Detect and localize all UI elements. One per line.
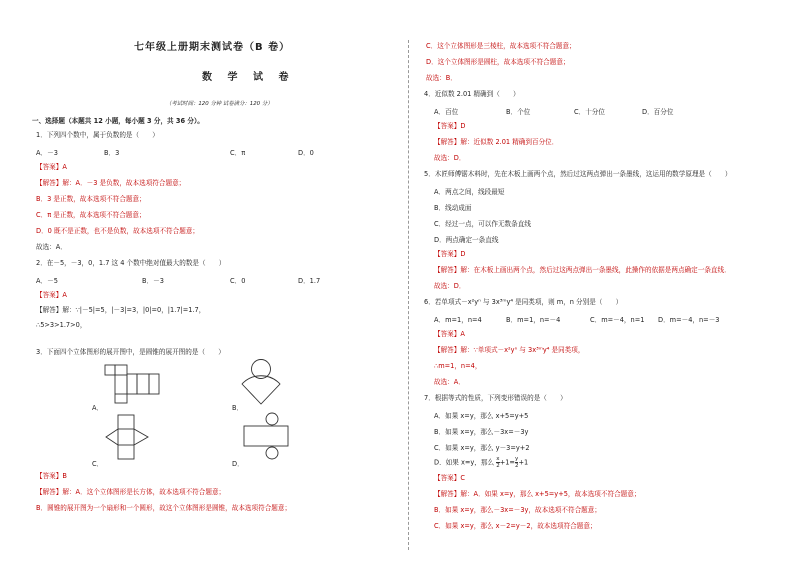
q1-analysis-line: B．3 是正数，故本选项不符合题意； <box>36 195 146 203</box>
q3-stem: 3．下面四个立体图形的展开图中，是圆锥的展开图的是（ ） <box>36 348 225 356</box>
column-divider <box>408 40 409 550</box>
q5-answer: 【答案】D <box>434 250 466 258</box>
q2-option-d: D．1.7 <box>298 277 321 285</box>
q7-answer: 【答案】C <box>434 474 465 482</box>
q3-conclusion: 故选：B． <box>426 74 457 82</box>
q4-option-d: D．百分位 <box>642 108 674 116</box>
q7-frac-right: $\frac{y}{2}$ <box>514 456 519 469</box>
q1-analysis-line: 【解答】解：A．－3 是负数，故本选项符合题意； <box>36 179 186 187</box>
q3-figure-d-cylinder-net <box>242 412 292 462</box>
q2-option-a: A．－5 <box>36 277 58 285</box>
q4-option-c: C．十分位 <box>574 108 605 116</box>
q2-option-b: B．－3 <box>142 277 164 285</box>
q7-stem: 7．根据等式的性质，下列变形错误的是（ ） <box>424 394 567 402</box>
q2-analysis-line: ∴5>3>1.7>0， <box>36 321 87 329</box>
q5-stem: 5．木匠师傅锯木料时，先在木板上画两个点，然后过这两点弹出一条墨线，这运用的数学原理是（ ） <box>424 170 732 178</box>
q1-stem: 1．下列四个数中，属于负数的是（ ） <box>36 131 159 139</box>
q1-option-a: A．－3 <box>36 149 58 157</box>
q5-option-c: C．经过一点，可以作无数条直线 <box>434 220 531 228</box>
q7-analysis-line: C．如果 x=y，那么 x－2=y－2，故本选项符合题意； <box>434 522 597 530</box>
q7-option-b: B．如果 x=y，那么－3x=－3y <box>434 428 529 436</box>
q1-option-c: C．π <box>230 149 246 157</box>
q3-option-d: D． <box>232 460 244 468</box>
q3-answer: 【答案】B <box>36 472 67 480</box>
q6-conclusion: 故选：A． <box>434 378 465 386</box>
q7-option-d-label: D．如果 x=y，那么 <box>434 458 495 467</box>
exam-title: 七年级上册期末测试卷（B 卷） <box>134 42 291 53</box>
q6-option-d: D．m=－4，n=－3 <box>658 316 720 324</box>
q6-answer: 【答案】A <box>434 330 465 338</box>
q1-option-d: D．0 <box>298 149 314 157</box>
exam-meta: （考试时间：120 分钟 试卷满分：120 分） <box>166 101 273 107</box>
q7-analysis-line: 【解答】解：A．如果 x=y，那么 x+5=y+5，故本选项不符合题意； <box>434 490 641 498</box>
q1-option-b: B．3 <box>104 149 120 157</box>
q2-answer: 【答案】A <box>36 291 67 299</box>
q6-stem: 6．若单项式－x²yⁿ 与 3x³ᵐy⁴ 是同类项，则 m，n 分别是（ ） <box>424 298 623 306</box>
right-column <box>418 0 778 562</box>
q5-conclusion: 故选：D． <box>434 282 466 290</box>
q3-option-a: A． <box>92 404 104 412</box>
q5-option-b: B．线动成面 <box>434 204 472 212</box>
q4-analysis-line: 【解答】解：近似数 2.01 精确到百分位． <box>434 138 559 146</box>
q5-analysis-line: 【解答】解：在木板上画出两个点，然后过这两点弹出一条墨线，此操作的依据是两点确定一条直线． <box>434 266 731 274</box>
section-heading: 一、选择题（本题共 12 小题，每小题 3 分，共 36 分）。 <box>32 117 204 125</box>
exam-subject: 数 学 试 卷 <box>202 72 295 83</box>
q3-analysis-line: D．这个立体图形是圆柱，故本选项不符合题意； <box>426 58 570 66</box>
q6-analysis-line: ∴m=1，n=4， <box>434 362 482 370</box>
q6-analysis-line: 【解答】解：∵单项式－x²yⁿ 与 3x³ᵐy⁴ 是同类项， <box>434 346 585 354</box>
q3-figure-b-cone-net <box>236 358 286 408</box>
q2-analysis-line: 【解答】解：∵|－5|=5，|－3|=3，|0|=0，|1.7|=1.7， <box>36 306 206 314</box>
q3-figure-c-prism-net <box>104 414 150 460</box>
q4-answer: 【答案】D <box>434 122 466 130</box>
q3-analysis-line: 【解答】解：A．这个立体图形是长方体，故本选项不符合题意； <box>36 488 226 496</box>
q1-conclusion: 故选：A． <box>36 243 67 251</box>
q3-figure-a-cuboid-net <box>104 364 160 404</box>
q5-option-d: D．两点确定一条直线 <box>434 236 499 244</box>
q6-option-c: C．m=－4，n=1 <box>590 316 645 324</box>
q7-analysis-line: B．如果 x=y，那么－3x=－3y，故本选项不符合题意； <box>434 506 601 514</box>
q3-option-b: B． <box>232 404 244 412</box>
q6-option-b: B．m=1，n=－4 <box>506 316 561 324</box>
q7-option-d: D．如果 x=y，那么 $\frac{x}{2}$ +1= $\frac{y}{2}$ +1 <box>434 456 529 469</box>
q5-option-a: A．两点之间，线段最短 <box>434 188 505 196</box>
q1-analysis-line: C．π 是正数，故本选项不符合题意； <box>36 211 146 219</box>
q7-option-c: C．如果 x=y，那么 y－3=y+2 <box>434 444 530 452</box>
q4-option-a: A．百位 <box>434 108 459 116</box>
q4-option-b: B．个位 <box>506 108 531 116</box>
q1-answer: 【答案】A <box>36 163 67 171</box>
q3-analysis-line: B．圆锥的展开图为一个扇形和一个圆形，故这个立体图形是圆锥，故本选项符合题意； <box>36 504 292 512</box>
q6-option-a: A．m=1，n=4 <box>434 316 482 324</box>
q7-option-a: A．如果 x=y，那么 x+5=y+5 <box>434 412 529 420</box>
q4-stem: 4．近似数 2.01 精确到（ ） <box>424 90 520 98</box>
left-column <box>30 0 390 562</box>
q3-option-c: C． <box>92 460 104 468</box>
q7-frac-left: $\frac{x}{2}$ <box>496 456 500 469</box>
q4-conclusion: 故选：D． <box>434 154 466 162</box>
q2-stem: 2．在－5，－3，0，1.7 这 4 个数中绝对值最大的数是（ ） <box>36 259 226 267</box>
q3-analysis-line: C．这个立体图形是三棱柱，故本选项不符合题意； <box>426 42 576 50</box>
q1-analysis-line: D．0 既不是正数，也不是负数，故本选项不符合题意； <box>36 227 200 235</box>
q2-option-c: C．0 <box>230 277 246 285</box>
